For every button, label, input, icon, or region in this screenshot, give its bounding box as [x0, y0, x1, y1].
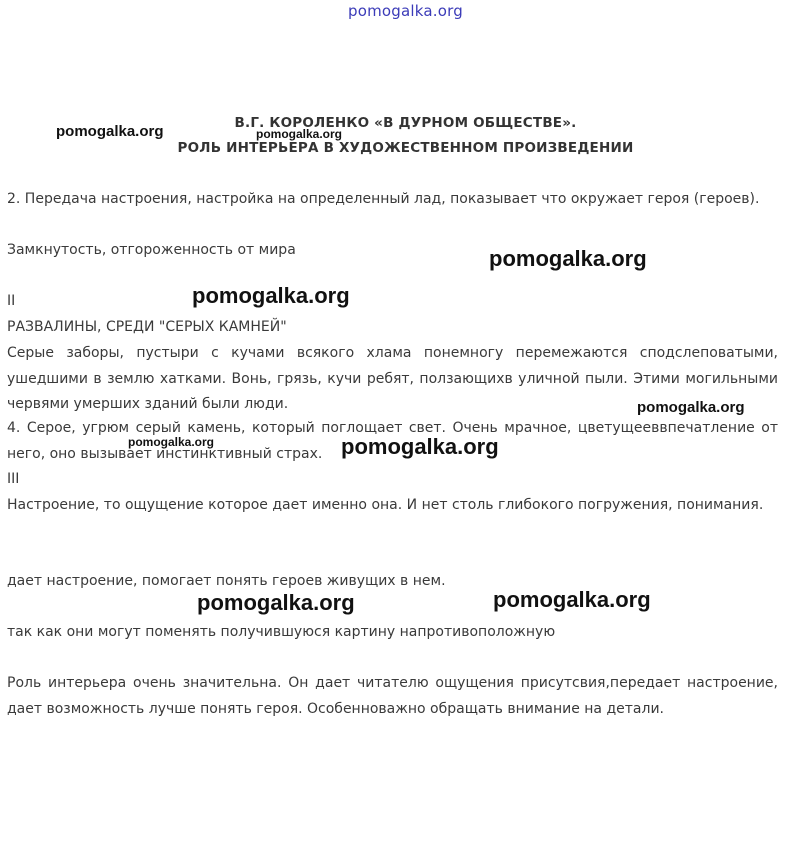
watermark: pomogalka.org: [637, 399, 745, 416]
paragraph-grey-stone: 4. Серое, угрюм серый камень, который поглощает свет. Очень мрачное, цветущееввпечатление от него, оно вызывает инстинктивный страх.: [7, 420, 778, 462]
paragraph-gives-mood: дает настроение, помогает понять героев живущих в нем.: [7, 573, 446, 589]
watermark: pomogalka.org: [56, 123, 164, 140]
watermark: pomogalka.org: [489, 246, 647, 271]
section-heading-ruins: РАЗВАЛИНЫ, СРЕДИ "СЕРЫХ КАМНЕЙ": [7, 319, 287, 335]
watermark: pomogalka.org: [256, 127, 343, 141]
site-header-link[interactable]: pomogalka.org: [348, 2, 463, 20]
watermark: pomogalka.org: [493, 587, 651, 612]
paragraph-change-picture: так как они могут поменять получившуюся картину напротивоположную: [7, 624, 556, 640]
document-subtitle: РОЛЬ ИНТЕРЬЕРА В ХУДОЖЕСТВЕННОМ ПРОИЗВЕДЕНИИ: [177, 140, 634, 156]
paragraph-feeling: Настроение, то ощущение которое дает именно она. И нет столь глибокого погружения, понимания.: [7, 497, 764, 513]
paragraph-isolation: Замкнутость, отгороженность от мира: [7, 242, 296, 258]
watermark: pomogalka.org: [197, 590, 355, 615]
paragraph-conclusion: Роль интерьера очень значительна. Он дает читателю ощущения присутсвия,передает настроение, дает возможность лучше понять героя. Особенноважно обращать внимание на детали.: [7, 675, 778, 717]
paragraph-mood: 2. Передача настроения, настройка на определенный лад, показывает что окружает героя (героев).: [7, 191, 760, 207]
paragraph-fences: Серые заборы, пустыри с кучами всякого хлама понемногу перемежаются сподслеповатыми, ушедшими в землю хатками. Вонь, грязь, кучи ребят, ползающихв уличной пыли. Этими могильными червями умерших зданий были люди.: [7, 345, 778, 412]
section-number-3: III: [7, 471, 20, 487]
watermark: pomogalka.org: [341, 434, 499, 459]
watermark: pomogalka.org: [192, 283, 350, 308]
document-title: В.Г. КОРОЛЕНКО «В ДУРНОМ ОБЩЕСТВЕ».: [234, 115, 577, 131]
watermark: pomogalka.org: [128, 435, 215, 449]
section-number-2: II: [7, 293, 16, 309]
